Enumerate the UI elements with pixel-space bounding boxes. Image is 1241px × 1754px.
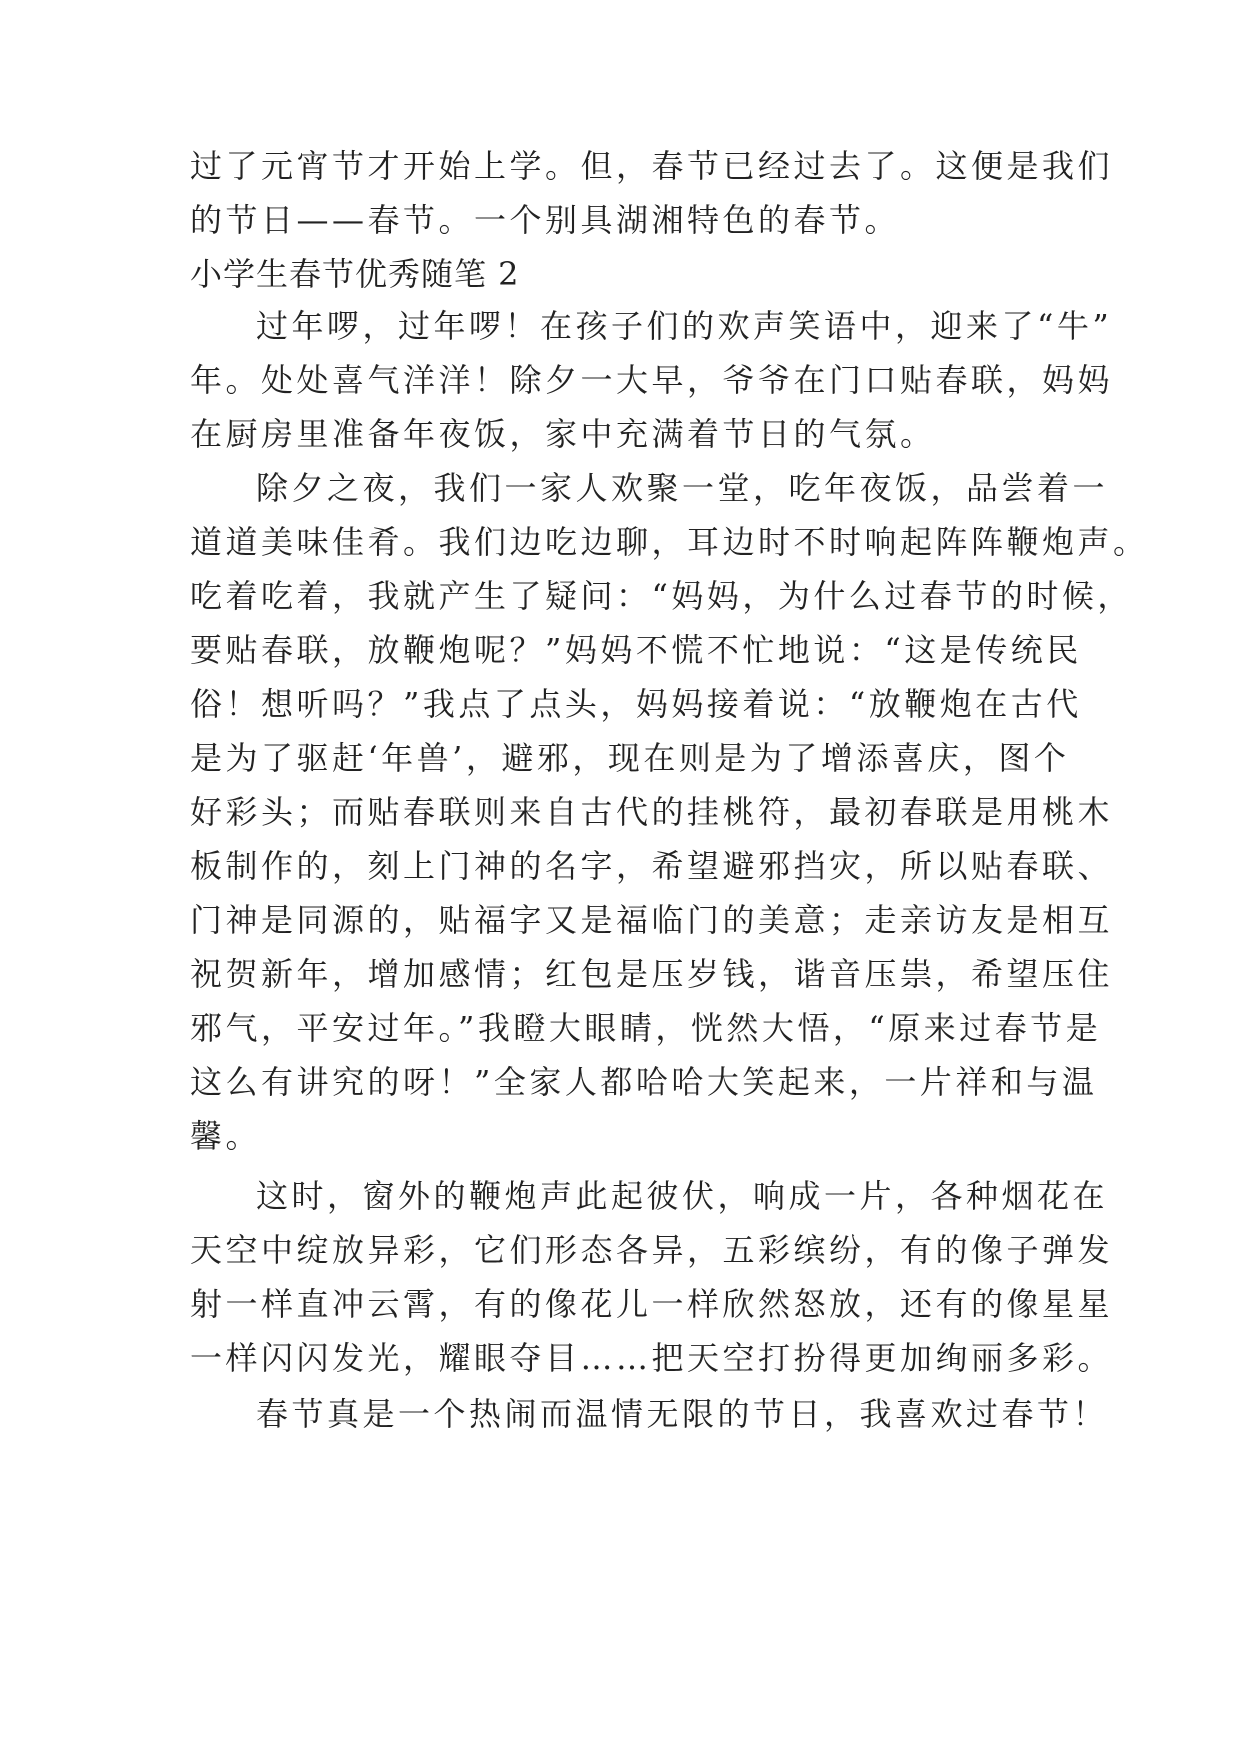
body-text-line: 这么有讲究的呀！”全家人都哈哈大笑起来，一片祥和与温: [190, 1063, 1098, 1101]
body-text-line: 祝贺新年，增加感情；红包是压岁钱，谐音压祟，希望压住: [190, 955, 1114, 993]
paragraph-first-line: 过年啰，过年啰！在孩子们的欢声笑语中，迎来了“牛”: [256, 307, 1113, 345]
paragraph-first-line: 这时，窗外的鞭炮声此起彼伏，响成一片，各种烟花在: [256, 1177, 1109, 1215]
body-text-line: 门神是同源的，贴福字又是福临门的美意；走亲访友是相互: [190, 901, 1114, 939]
body-text-line: 一样闪闪发光，耀眼夺目……把天空打扮得更加绚丽多彩。: [190, 1339, 1114, 1377]
body-text-line: 俗！想听吗？”我点了点头，妈妈接着说：“放鞭炮在古代: [190, 685, 1082, 723]
body-text-line: 是为了驱赶‘年兽’，避邪，现在则是为了增添喜庆，图个: [190, 739, 1070, 777]
body-text-line: 吃着吃着，我就产生了疑问：“妈妈，为什么过春节的时候，: [190, 577, 1133, 615]
body-text-line: 射一样直冲云霄，有的像花儿一样欣然怒放，还有的像星星: [190, 1285, 1114, 1323]
body-text-line: 年。处处喜气洋洋！除夕一大早，爷爷在门口贴春联，妈妈: [190, 361, 1114, 399]
body-text-line: 道道美味佳肴。我们边吃边聊，耳边时不时响起阵阵鞭炮声。: [190, 523, 1149, 561]
body-text-line: 馨。: [190, 1117, 262, 1155]
body-text-line: 板制作的，刻上门神的名字，希望避邪挡灾，所以贴春联、: [190, 847, 1114, 885]
paragraph-first-line: 春节真是一个热闹而温情无限的节日，我喜欢过春节！: [256, 1395, 1109, 1433]
body-text-line: 在厨房里准备年夜饭，家中充满着节日的气氛。: [190, 415, 936, 453]
body-text-line: 邪气，平安过年。”我瞪大眼睛，恍然大悟，“原来过春节是: [190, 1009, 1102, 1047]
body-text-line: 天空中绽放异彩，它们形态各异，五彩缤纷，有的像子弹发: [190, 1231, 1114, 1269]
paragraph-first-line: 除夕之夜，我们一家人欢聚一堂，吃年夜饭，品尝着一: [256, 469, 1109, 507]
body-text-line: 的节日——春节。一个别具湖湘特色的春节。: [190, 201, 901, 239]
body-text-line: 过了元宵节才开始上学。但，春节已经过去了。这便是我们: [190, 147, 1114, 185]
body-text-line: 好彩头；而贴春联则来自古代的挂桃符，最初春联是用桃木: [190, 793, 1114, 831]
body-text-line: 要贴春联，放鞭炮呢？”妈妈不慌不忙地说：“这是传统民: [190, 631, 1082, 669]
section-heading: 小学生春节优秀随笔 2: [190, 255, 520, 293]
